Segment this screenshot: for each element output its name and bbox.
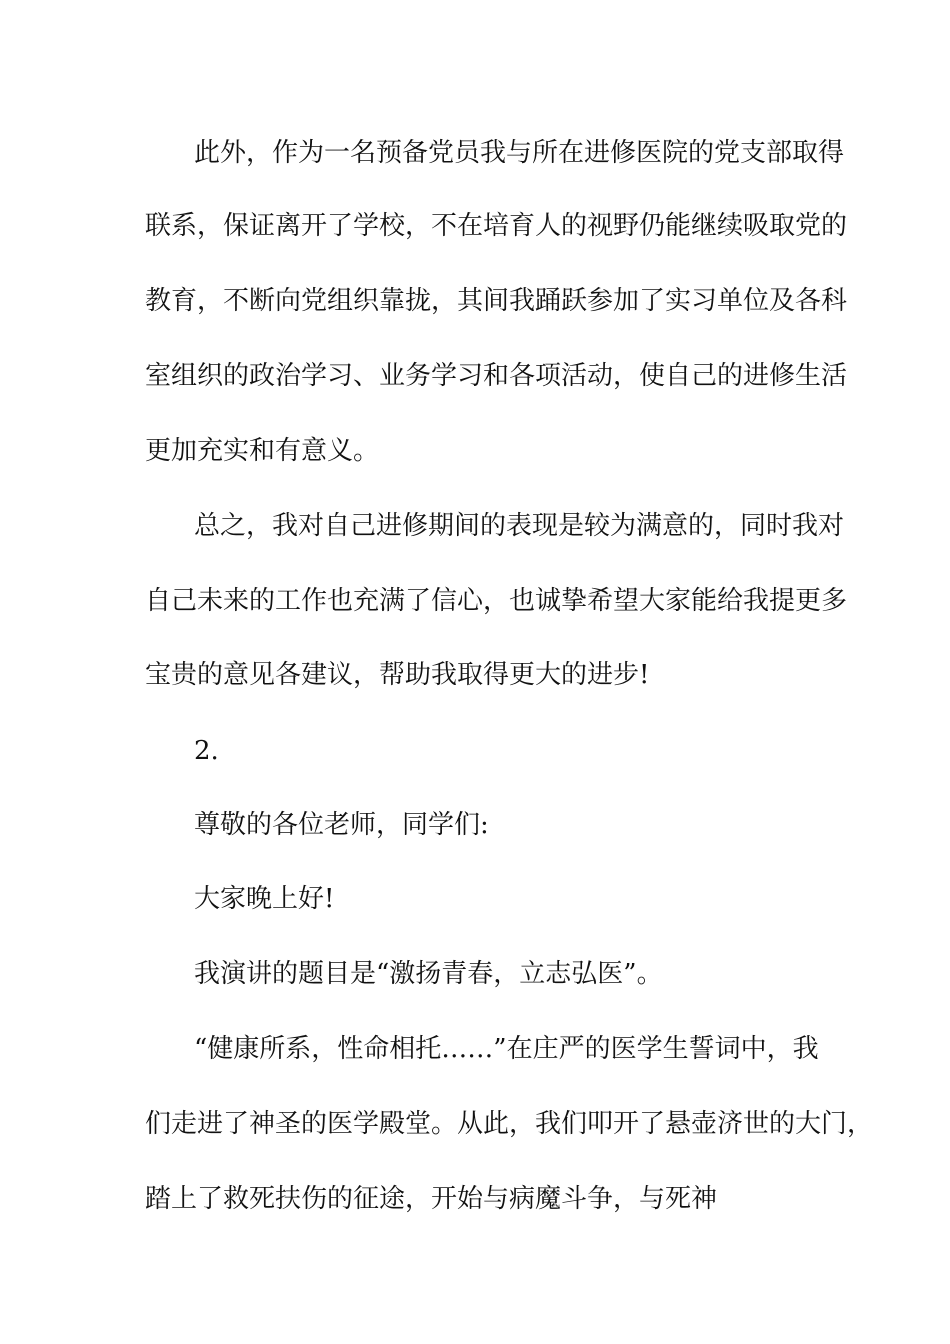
paragraph-line: 自己未来的工作也充满了信心，也诚挚希望大家能给我提更多 xyxy=(145,586,848,616)
salutation: 尊敬的各位老师，同学们: xyxy=(194,810,489,840)
greeting: 大家晚上好! xyxy=(194,884,335,914)
paragraph-line: 联系，保证离开了学校，不在培育人的视野仍能继续吸取党的 xyxy=(145,211,848,241)
paragraph-line: 踏上了救死扶伤的征途，开始与病魔斗争，与死神 xyxy=(145,1184,718,1214)
paragraph-line: 室组织的政治学习、业务学习和各项活动，使自己的进修生活 xyxy=(145,361,848,391)
paragraph-line: 更加充实和有意义。 xyxy=(145,436,380,466)
paragraph-line: 们走进了神圣的医学殿堂。从此，我们叩开了悬壶济世的大门， xyxy=(145,1109,874,1139)
paragraph-line: 总之，我对自己进修期间的表现是较为满意的，同时我对 xyxy=(194,511,845,541)
speech-topic: 我演讲的题目是“激扬青春，立志弘医”。 xyxy=(194,959,663,989)
paragraph-line: 宝贵的意见各建议，帮助我取得更大的进步! xyxy=(145,660,650,690)
paragraph-line: 教育，不断向党组织靠拢，其间我踊跃参加了实习单位及各科 xyxy=(145,286,848,316)
section-number: 2. xyxy=(194,736,219,766)
paragraph-line: 此外，作为一名预备党员我与所在进修医院的党支部取得 xyxy=(194,138,845,168)
paragraph-line: “健康所系，性命相托……”在庄严的医学生誓词中，我 xyxy=(194,1034,819,1064)
